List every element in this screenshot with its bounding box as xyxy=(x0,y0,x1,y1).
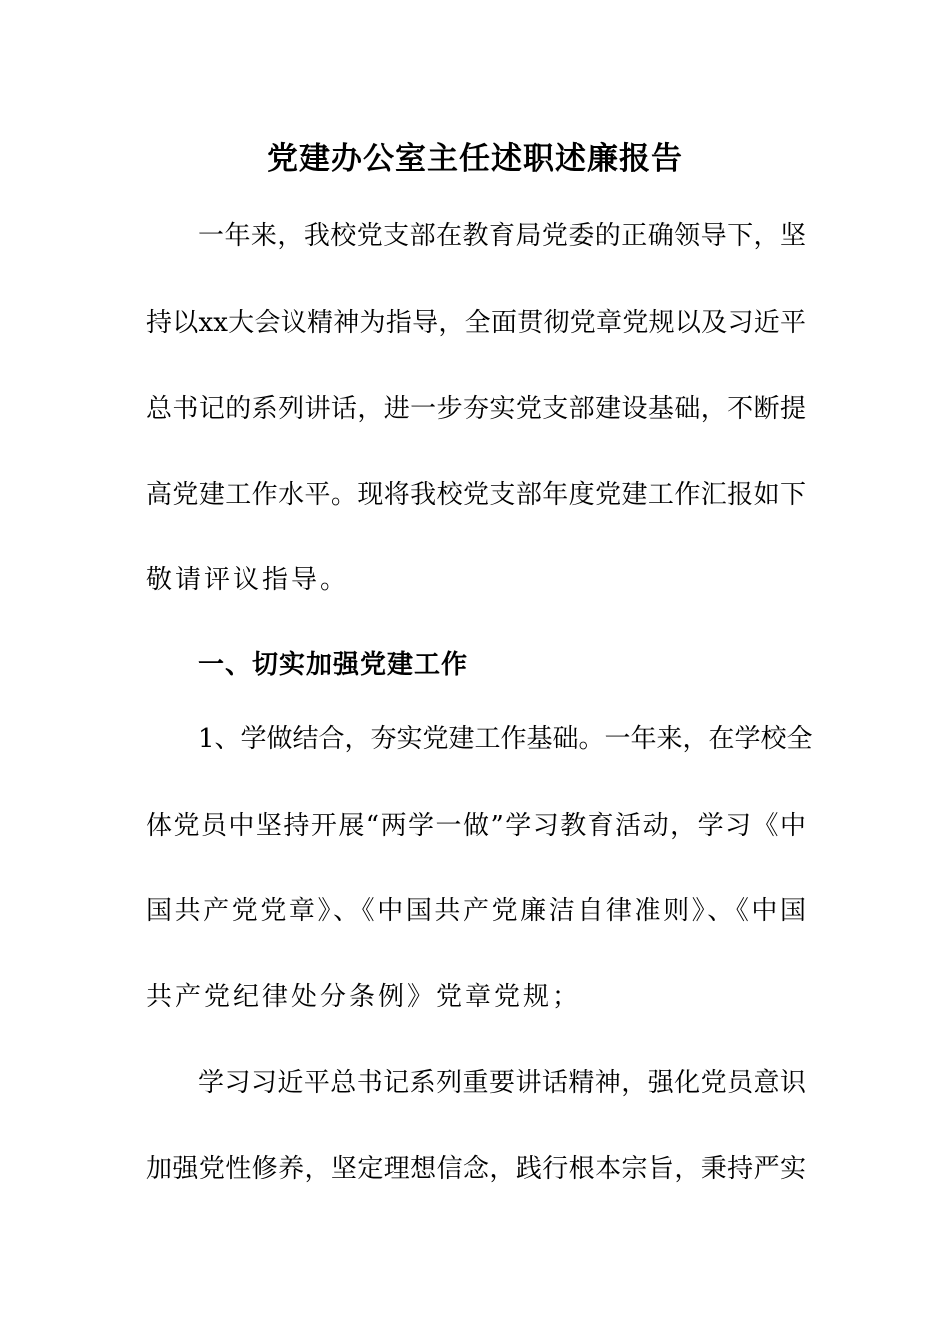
paragraph-1-line-4: 高党建工作水平。现将我校党支部年度党建工作汇报如下 xyxy=(146,480,806,510)
paragraph-2-line-1: 1、学做结合，夯实党建工作基础。一年来，在学校全 xyxy=(198,724,813,754)
section-heading: 一、切实加强党建工作 xyxy=(198,650,469,680)
paragraph-2-line-4: 共产党纪律处分条例》党章党规； xyxy=(146,982,582,1012)
paragraph-1-line-5: 敬请评议指导。 xyxy=(146,565,350,595)
paragraph-3-line-1: 学习习近平总书记系列重要讲话精神，强化党员意识 xyxy=(198,1068,806,1098)
paragraph-2-line-3: 国共产党党章》、《中国共产党廉洁自律准则》、《中国 xyxy=(146,896,806,926)
paragraph-3-line-2: 加强党性修养，坚定理想信念，践行根本宗旨，秉持严实 xyxy=(146,1154,806,1184)
paragraph-1-line-1: 一年来，我校党支部在教育局党委的正确领导下，坚 xyxy=(198,221,806,251)
paragraph-1-line-2: 持以xx大会议精神为指导，全面贯彻党章党规以及习近平 xyxy=(146,308,806,338)
paragraph-1-line-3: 总书记的系列讲话，进一步夯实党支部建设基础，不断提 xyxy=(146,394,806,424)
document-title: 党建办公室主任述职述廉报告 xyxy=(267,141,683,177)
paragraph-2-line-2: 体党员中坚持开展“两学一做”学习教育活动，学习《中 xyxy=(146,811,806,841)
